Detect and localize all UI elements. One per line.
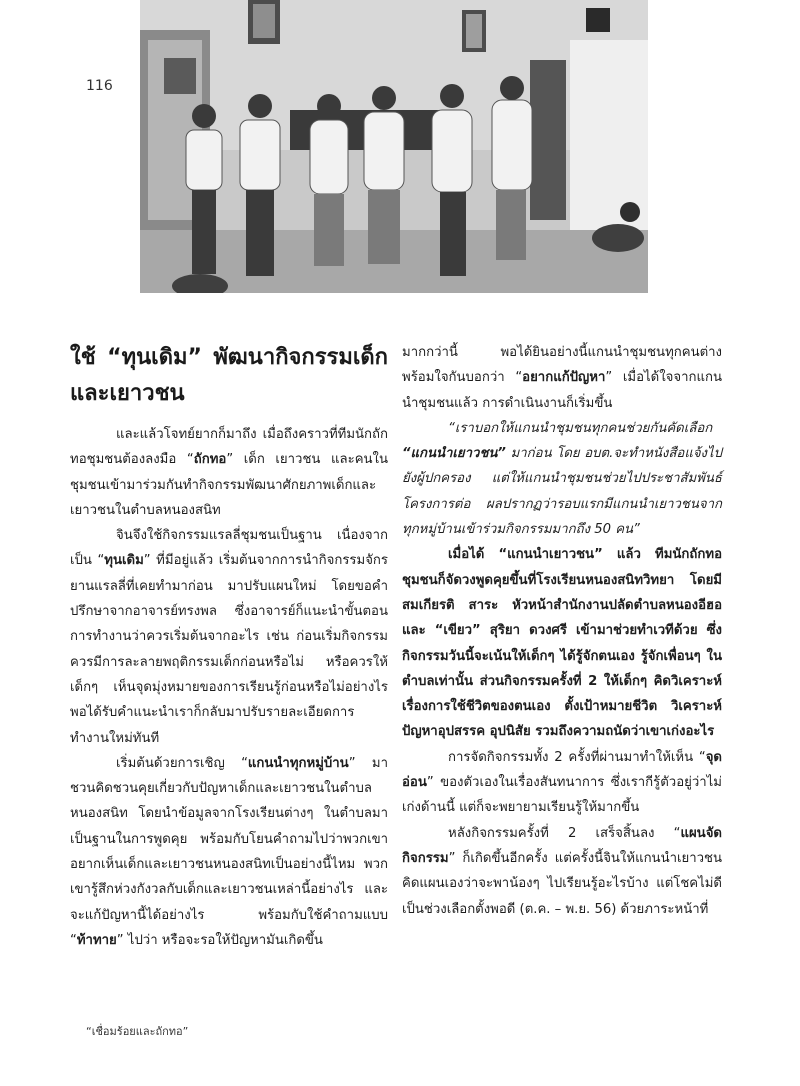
group-photo	[140, 0, 648, 293]
text-run: ” มาชวนคิดชวนคุยเกี่ยวกับปัญหาเด็กและเยาวชนในตำบลหนองสนิท โดยนำข้อมูลจากโรงเรียนต่างๆ ในตำบลมาเป็นฐานในการพูดคุย พร้อมกับโยนคำถามไปว่าพวกเขาอยากเห็นเด็กและเยาวชนหนองสนิทเป็นอย่างนี้ไหม พวกเขารู้สึกห่วงกังวลกับเด็กและเยาวชนเหล่านี้อย่างไร และจะแก้ปัญหานี้ได้อย่างไร พร้อมกับใช้คำถามแบบ “	[70, 755, 388, 948]
page-number: 116	[86, 78, 113, 94]
text-run: และแล้วโจทย์ยากก็มาถึง เมื่อถึงคราวที่ทีมนักถักทอชุมชนต้องลงมือ “	[70, 427, 388, 468]
text-run: “เราบอกให้แกนนำชุมชนทุกคนช่วยกันคัดเลือก	[448, 420, 713, 436]
bold-term: ท้าทาย	[76, 932, 117, 948]
text-run: เริ่มต้นด้วยการเชิญ “	[116, 755, 248, 771]
text-run: การจัดกิจกรรมทั้ง 2 ครั้งที่ผ่านมาทำให้เห็น “	[448, 749, 706, 765]
bold-term: “แกนนำเยาวชน”	[402, 446, 506, 462]
text-run: ” ก็เกิดขึ้นอีกครั้ง แต่ครั้งนี้จินให้แกนนำเยาวชนคิดแผนเองว่าจะพาน้องๆ ไปเรียนรู้อะไรบ้าง แต่โชคไม่ดีเป็นช่วงเลือกตั้งพอดี (ต.ค. – พ.ย. 56) ด้วยภาระหน้าที่	[402, 850, 722, 917]
text-run: จินจึงใช้กิจกรรมแรลลี่ชุมชนเป็นฐาน เนื่องจากเป็น “	[70, 528, 388, 569]
quote-paragraph	[402, 416, 722, 542]
bold-term: แกนนำทุกหมู่บ้าน	[247, 755, 349, 771]
bold-term: ทุนเดิม	[104, 553, 144, 569]
photo-group-presentation-icon	[140, 0, 648, 293]
paragraph	[402, 340, 722, 416]
text-run: ” ของตัวเองในเรื่องสันทนาการ ซึ่งเรากีรู้ตัวอยู่ว่าไม่เก่งด้านนี้ แต่ก็จะพยายามเรียนรู้ให้มากขึ้น	[402, 775, 722, 816]
paragraph	[402, 821, 722, 922]
bold-paragraph: เมื่อได้ “แกนนำเยาวชน” แล้ว ทีมนักถักทอชุมชนก็จัดวงพูดคุยขึ้นที่โรงเรียนหนองสนิทวิทยา โดยมีสมเกียรติ สาระ หัวหน้าสำนักงานปลัดตำบลหนองอีฮอ และ “เขียว” สุริยา ดวงศรี เข้ามาช่วยทำเวทีด้วย ซึ่งกิจกรรมวันนี้จะเน้นให้เด็กๆ ได้รู้จักตนเอง รู้จักเพื่อนๆ ในตำบลเท่านั้น ส่วนกิจกรรมครั้งที่ 2 ให้เด็กๆ คิดวิเคราะห์เรื่องการใช้ชีวิตของตนเอง ตั้งเป้าหมายชีวิต วิเคราะห์ปัญหาอุปสรรค อุปนิสัย รวมถึงความถนัดว่าเขาเก่งอะไร	[402, 547, 722, 740]
text-run: ” ที่มีอยู่แล้ว เริ่มต้นจากการนำกิจกรรมจักรยานแรลลี่ที่เคยทำมาก่อน มาปรับแผนใหม่ โดยขอคำปรึกษาจากอาจารย์ทรงพล ซึ่งอาจารย์ก็แนะนำขั้นตอนการทำงานว่าควรเริ่มต้นจากอะไร เช่น ก่อนเริ่มกิจกรรมควรมีการละลายพฤติกรรมเด็กก่อนหรือไม่ หรือควรให้เด็กๆ เห็นจุดมุ่งหมายของการเรียนรู้ก่อนหรือไม่อย่างไร พอได้รับคำแนะนำเราก็กลับมาปรับรายละเอียดการทำงานใหม่ทันที	[70, 553, 388, 746]
paragraph	[402, 745, 722, 821]
paragraph	[70, 523, 388, 751]
text-run: ” เมื่อได้ใจจากแกนนำชุมชนแล้ว การดำเนินงานก็เริ่มขึ้น	[402, 370, 722, 411]
bold-term: จุดอ่อน	[402, 749, 722, 791]
text-run: ” ไปว่า หรือจะรอให้ปัญหามันเกิดขึ้น	[116, 932, 323, 948]
text-run: มากกว่านี้ พอได้ยินอย่างนี้แกนนำชุมชนทุกคนต่างพร้อมใจกันบอกว่า “	[402, 345, 722, 386]
text-run: มาก่อน โดย อบต.จะทำหนังสือแจ้งไปยังผู้ปกครอง แต่ให้แกนนำชุมชนช่วยไปประชาสัมพันธ์โครงการต่อ ผลปรากฏว่ารอบแรกมีแกนนำเยาวชนจากทุกหมู่บ้านเข้าร่วมกิจกรรมมากถึง 50 คน”	[402, 446, 722, 538]
page-footer: “เชื่อมร้อยและถักทอ”	[86, 1025, 189, 1038]
bold-term: แผนจัดกิจกรรม	[402, 825, 722, 866]
bold-term: ถักทอ	[193, 452, 227, 468]
text-run: หลังกิจกรรมครั้งที่ 2 เสร็จสิ้นลง “	[448, 825, 681, 841]
bold-term: อยากแก้ปัญหา	[522, 370, 606, 386]
left-column	[70, 340, 388, 953]
right-column	[402, 340, 722, 922]
paragraph	[70, 751, 388, 953]
text-run: ” เด็ก เยาวชน และคนในชุมชนเข้ามาร่วมกันทำกิจกรรมพัฒนาศักยภาพเด็กและเยาวชนในตำบลหนองสนิท	[70, 452, 388, 518]
article-heading: ใช้ “ทุนเดิม” พัฒนากิจกรรมเด็กและเยาวชน	[70, 345, 388, 406]
paragraph	[70, 422, 388, 523]
